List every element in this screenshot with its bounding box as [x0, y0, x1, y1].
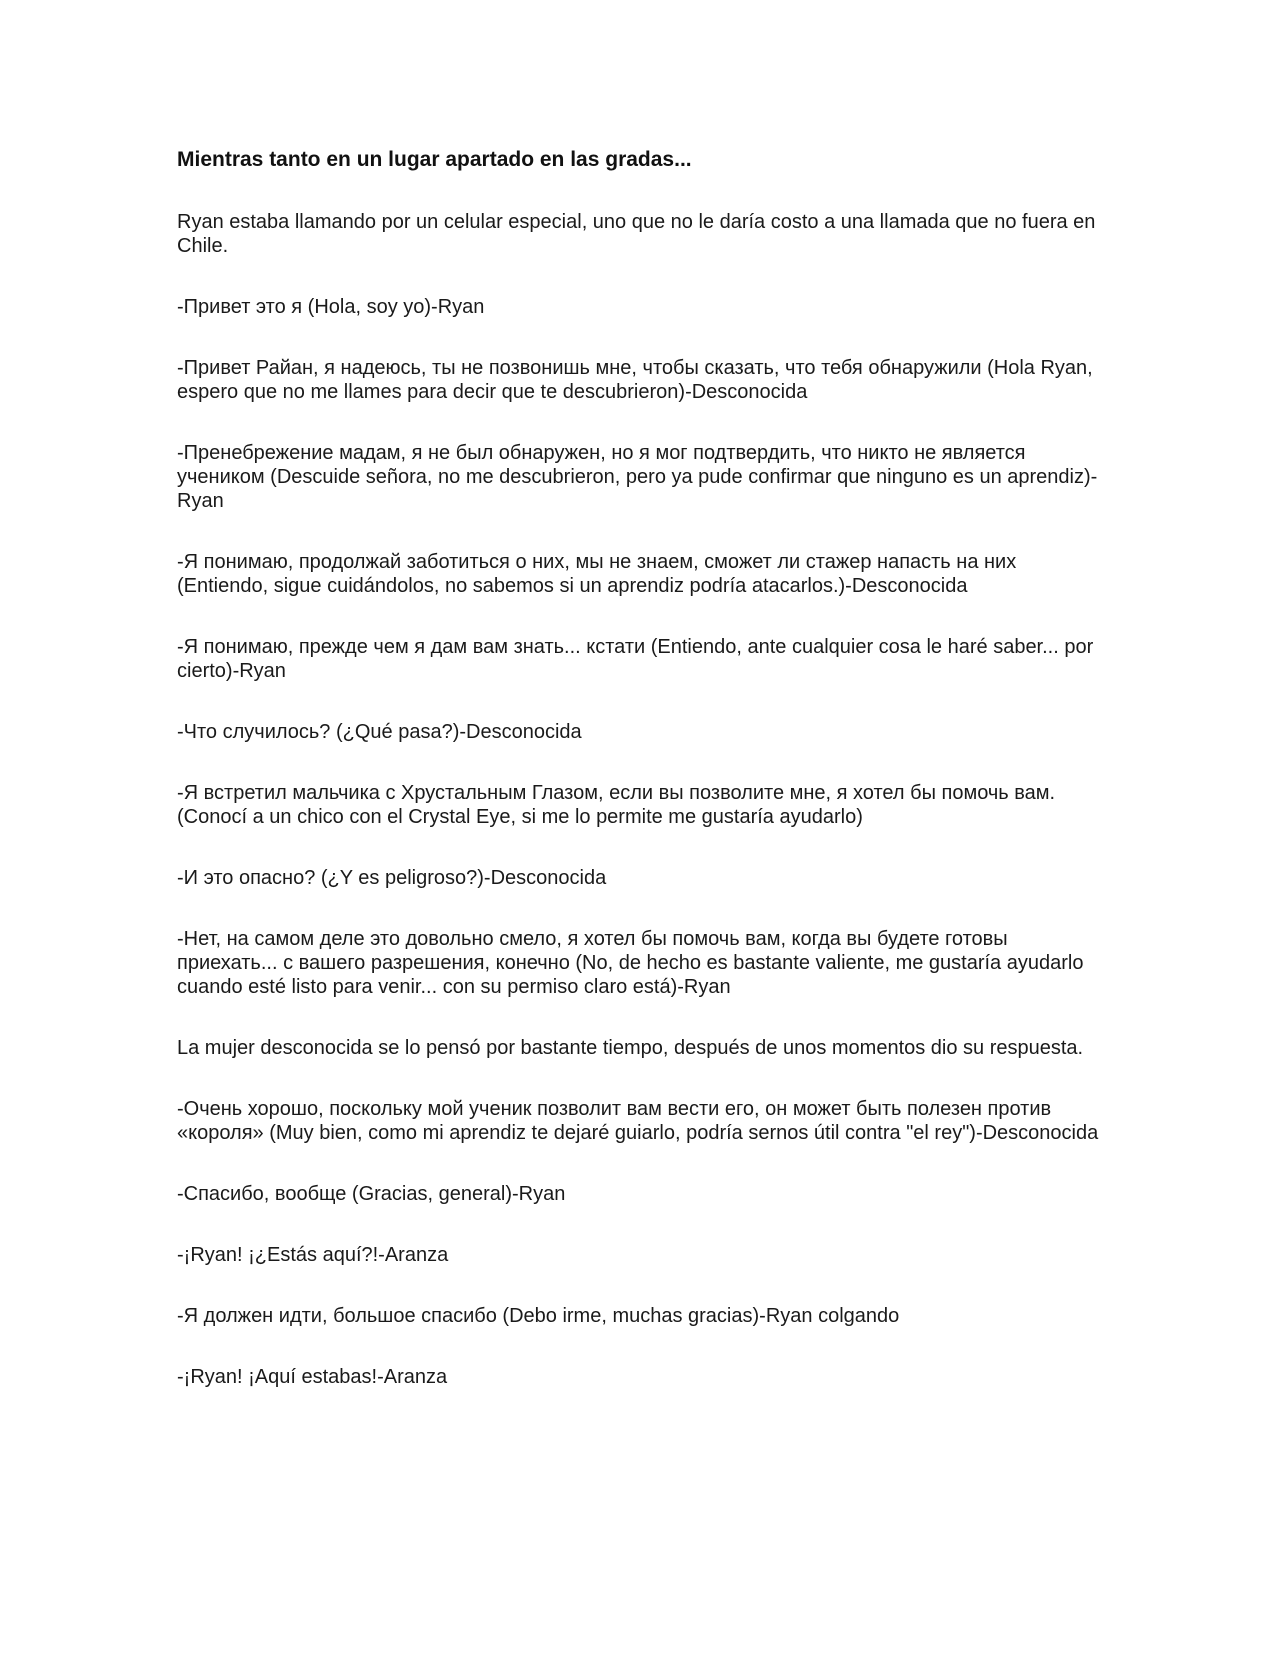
paragraph: La mujer desconocida se lo pensó por bastante tiempo, después de unos momentos dio su respuesta. — [177, 1037, 1084, 1059]
paragraph: Ryan estaba llamando por un celular especial, uno que no le daría costo a una llamada que no fuera en Chile. — [177, 211, 1096, 257]
paragraph: -Привет это я (Hola, soy yo)-Ryan — [177, 296, 485, 318]
paragraph: -Пренебрежение мадам, я не был обнаружен, но я мог подтвердить, что никто не является учеником (Descuide señora, no me descubrieron, pero ya pude confirmar que ninguno es un aprendiz)-Ryan — [177, 442, 1098, 512]
document-heading: Mientras tanto en un lugar apartado en las gradas... — [177, 148, 692, 171]
paragraph: -¡Ryan! ¡Aquí estabas!-Aranza — [177, 1366, 448, 1388]
paragraph: -Привет Райан, я надеюсь, ты не позвонишь мне, чтобы сказать, что тебя обнаружили (Hola Ryan, espero que no me llames para decir que te descubrieron)-Desconocida — [177, 357, 1093, 403]
paragraph: -Очень хорошо, поскольку мой ученик позволит вам вести его, он может быть полезен против «короля» (Muy bien, como mi aprendiz te dejaré guiarlo, podría sernos útil contra "el rey")-Desconocida — [177, 1098, 1099, 1144]
spacer — [177, 172, 1112, 210]
paragraph: -И это опасно? (¿Y es peligroso?)-Desconocida — [177, 867, 607, 889]
document-page — [177, 148, 1112, 1389]
paragraph: -Я понимаю, продолжай заботиться о них, мы не знаем, сможет ли стажер напасть на них (Entiendo, sigue cuidándolos, no sabemos si un aprendiz podría atacarlos.)-Desconocida — [177, 551, 1017, 597]
paragraph: -Я понимаю, прежде чем я дам вам знать... кстати (Entiendo, ante cualquier cosa le haré saber... por cierto)-Ryan — [177, 636, 1094, 682]
paragraph: -Что случилось? (¿Qué pasa?)-Desconocida — [177, 721, 582, 743]
paragraph: -Я встретил мальчика с Хрустальным Глазом, если вы позволите мне, я хотел бы помочь вам. (Conocí a un chico con el Crystal Eye, si me lo permite me gustaría ayudarlo) — [177, 782, 1056, 828]
paragraph: -Спасибо, вообще (Gracias, general)-Ryan — [177, 1183, 566, 1205]
paragraph: -Я должен идти, большое спасибо (Debo irme, muchas gracias)-Ryan colgando — [177, 1305, 900, 1327]
paragraph: -¡Ryan! ¡¿Estás aquí?!-Aranza — [177, 1244, 449, 1266]
paragraph: -Нет, на самом деле это довольно смело, я хотел бы помочь вам, когда вы будете готовы приехать... с вашего разрешения, конечно (No, de hecho es bastante valiente, me gustaría ayudarlo cuando esté listo para venir... con su permiso claro está)-Ryan — [177, 928, 1084, 998]
